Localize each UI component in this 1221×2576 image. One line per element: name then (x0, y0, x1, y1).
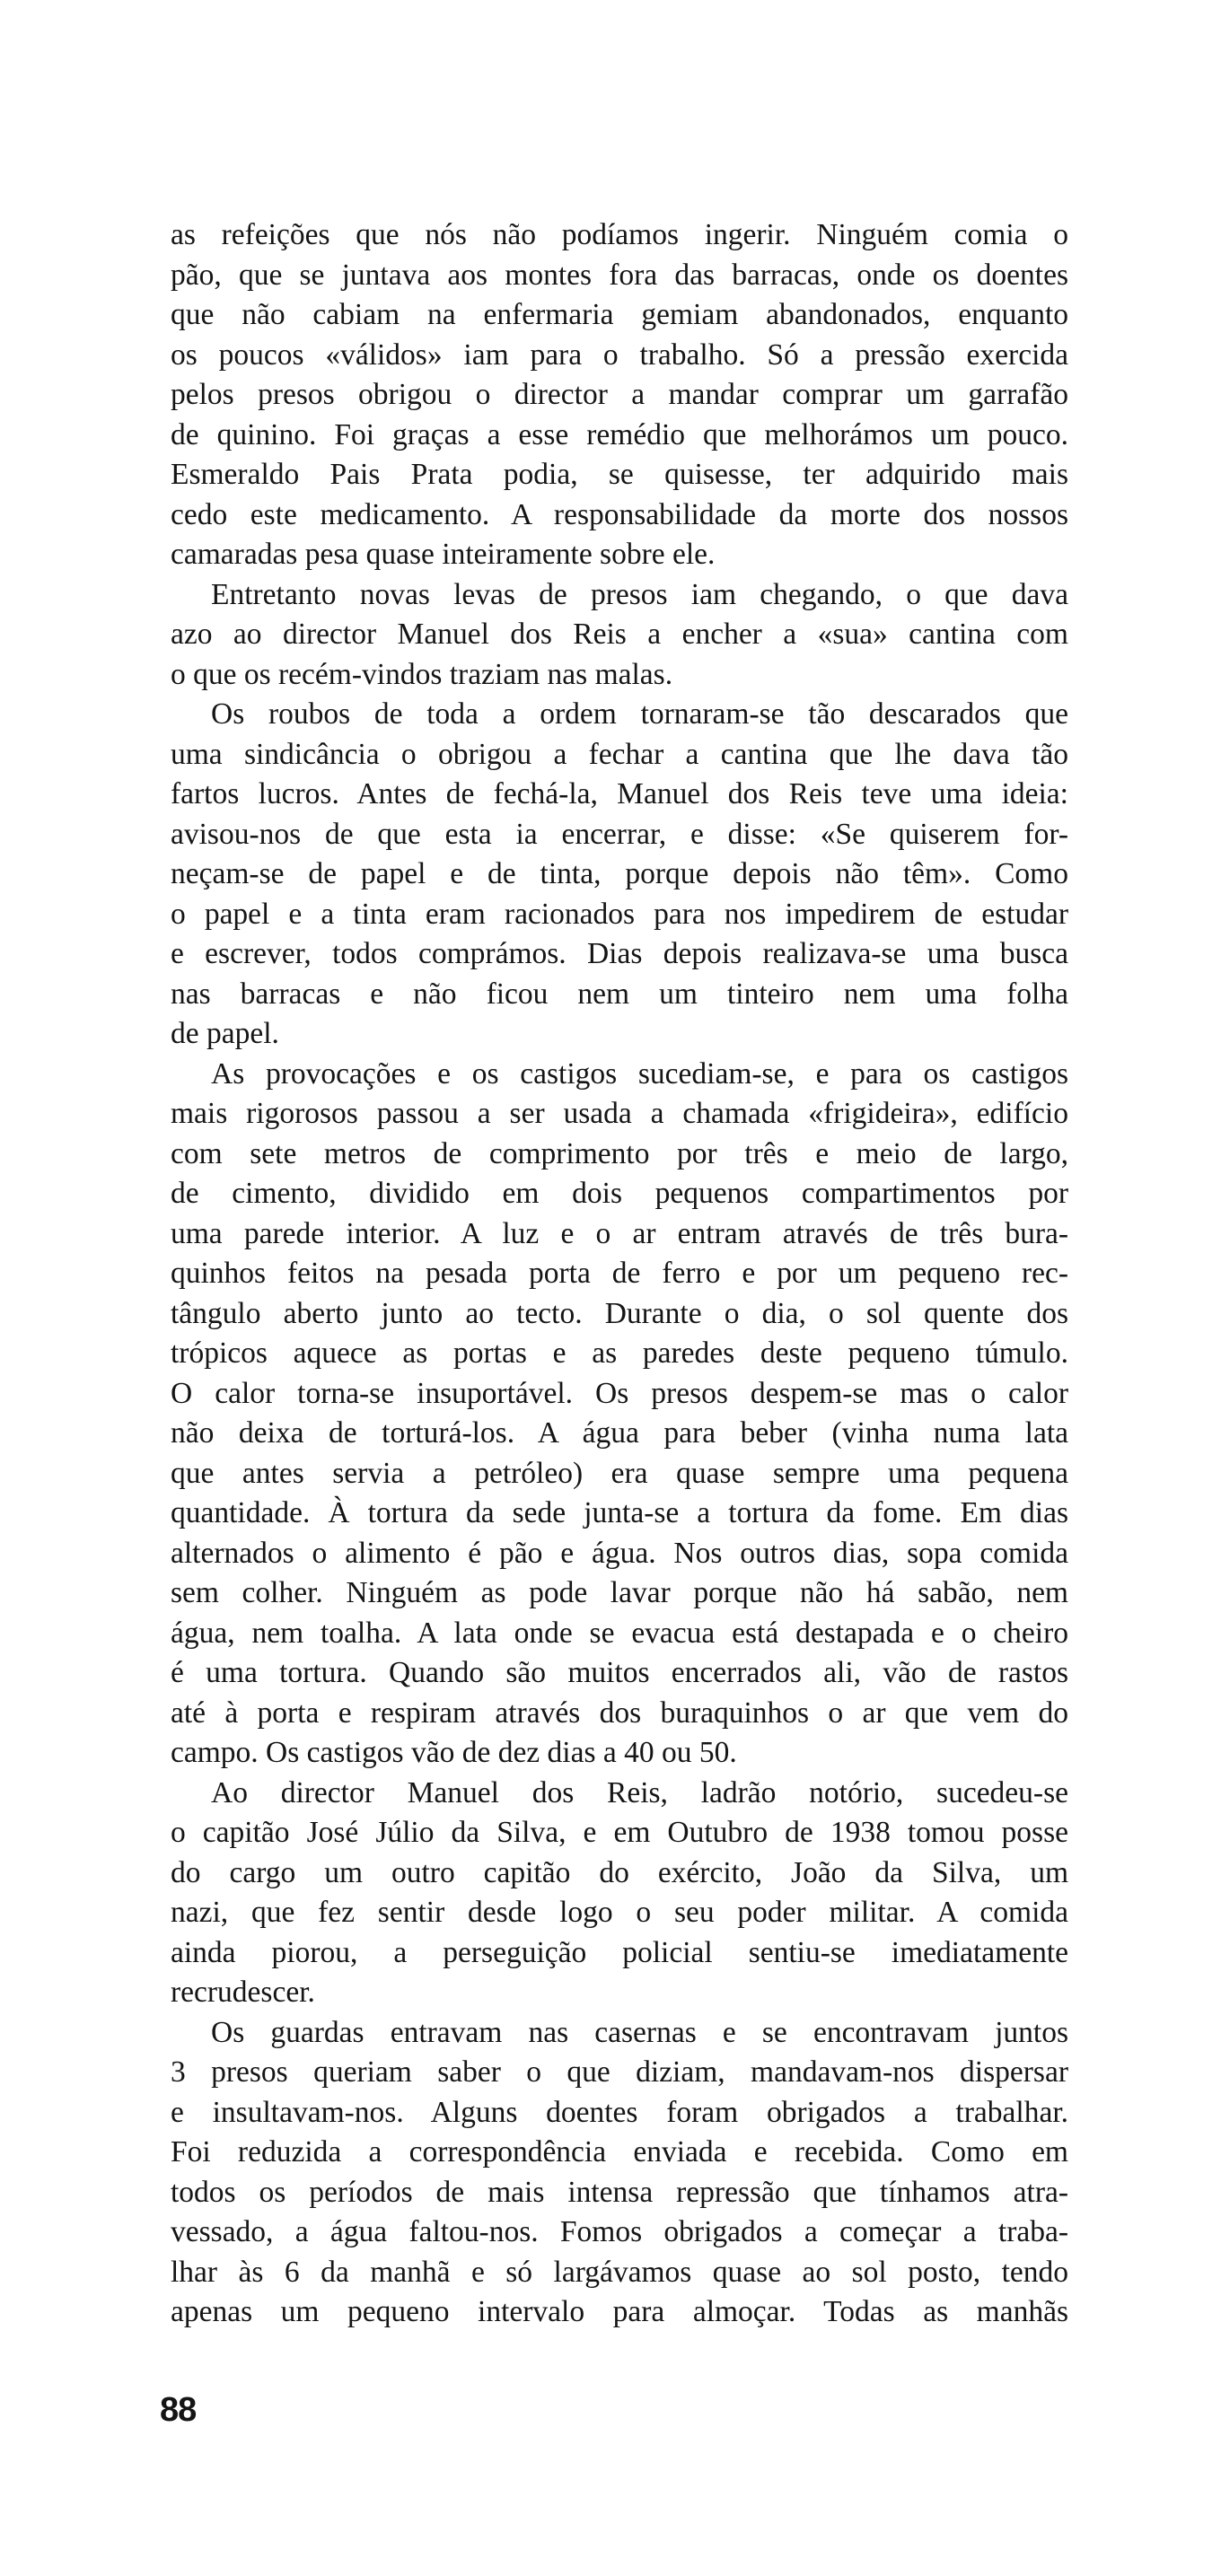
paragraph (171, 575, 1068, 696)
text-line: tângulo aberto junto ao tecto. Durante o dia, o sol quente dos (171, 1296, 1068, 1330)
page-body (171, 215, 1068, 2333)
text-line: até à porta e respiram através dos buraquinhos o ar que vem do (171, 1695, 1068, 1730)
text-line: uma parede interior. A luz e o ar entram através de três bura- (171, 1216, 1068, 1250)
text-line: de quinino. Foi graças a esse remédio que melhorámos um pouco. (171, 417, 1068, 451)
text-line: avisou-nos de que esta ia encerrar, e disse: «Se quiserem for- (171, 817, 1068, 851)
text-line: pão, que se juntava aos montes fora das barracas, onde os doentes (171, 258, 1068, 292)
text-line: 3 presos queriam saber o que diziam, mandavam-nos dispersar (171, 2055, 1068, 2089)
text-line: não deixa de torturá-los. A água para beber (vinha numa lata (171, 1416, 1068, 1450)
text-line: mais rigorosos passou a ser usada a chamada «frigideira», edifício (171, 1097, 1068, 1130)
text-line: recrudescer. (171, 1976, 315, 2009)
text-line: de cimento, dividido em dois pequenos compartimentos por (171, 1177, 1068, 1210)
text-line: sem colher. Ninguém as pode lavar porque não há sabão, nem (171, 1576, 1068, 1609)
text-line: As provocações e os castigos sucediam-se, e para os castigos (211, 1056, 1068, 1091)
text-line: que antes servia a petróleo) era quase sempre uma pequena (171, 1456, 1068, 1490)
text-line: Os roubos de toda a ordem tornaram-se tão descarados que (211, 697, 1068, 731)
text-line: as refeições que nós não podíamos ingerir. Ninguém comia o (171, 218, 1068, 251)
text-line: Entretanto novas levas de presos iam chegando, o que dava (211, 577, 1068, 611)
text-line: com sete metros de comprimento por três e meio de largo, (171, 1136, 1068, 1170)
text-line: cedo este medicamento. A responsabilidade da morte dos nossos (171, 497, 1068, 531)
text-line: o capitão José Júlio da Silva, e em Outubro de 1938 tomou posse (171, 1816, 1068, 1849)
text-line: neçam-se de papel e de tinta, porque depois não têm». Como (171, 857, 1068, 890)
text-line: azo ao director Manuel dos Reis a encher a «sua» cantina com (171, 618, 1068, 651)
text-line: vessado, a água faltou-nos. Fomos obrigados a começar a traba- (171, 2215, 1068, 2248)
text-line: Ao director Manuel dos Reis, ladrão notório, sucedeu-se (211, 1775, 1068, 1809)
text-line: lhar às 6 da manhã e só largávamos quase ao sol posto, tendo (171, 2255, 1068, 2289)
paragraph (171, 695, 1068, 1055)
paragraph (171, 2013, 1068, 2333)
text-line: todos os períodos de mais intensa repressão que tínhamos atra- (171, 2175, 1068, 2209)
paragraph (171, 215, 1068, 575)
text-line: que não cabiam na enfermaria gemiam abandonados, enquanto (171, 298, 1068, 331)
text-line: de papel. (171, 1017, 279, 1050)
text-line: campo. Os castigos vão de dez dias a 40 ou 50. (171, 1736, 737, 1769)
text-line: quantidade. À tortura da sede junta-se a tortura da fome. Em dias (171, 1496, 1068, 1529)
text-line: ainda piorou, a perseguição policial sentiu-se imediatamente (171, 1935, 1068, 1969)
text-line: o que os recém-vindos traziam nas malas. (171, 657, 673, 691)
paragraph (171, 1774, 1068, 2013)
text-line: Foi reduzida a correspondência enviada e recebida. Como em (171, 2135, 1068, 2169)
text-line: alternados o alimento é pão e água. Nos outros dias, sopa comida (171, 1536, 1068, 1570)
text-line: uma sindicância o obrigou a fechar a cantina que lhe dava tão (171, 737, 1068, 771)
text-line: água, nem toalha. A lata onde se evacua está destapada e o cheiro (171, 1616, 1068, 1650)
text-line: o papel e a tinta eram racionados para nos impedirem de estudar (171, 897, 1068, 931)
text-line: do cargo um outro capitão do exército, João da Silva, um (171, 1855, 1068, 1889)
paragraph (171, 1055, 1068, 1774)
text-line: fartos lucros. Antes de fechá-la, Manuel dos Reis teve uma ideia: (171, 777, 1068, 810)
text-line: pelos presos obrigou o director a mandar comprar um garrafão (171, 378, 1068, 411)
text-line: apenas um pequeno intervalo para almoçar. Todas as manhãs (171, 2295, 1068, 2328)
text-line: é uma tortura. Quando são muitos encerrados ali, vão de rastos (171, 1656, 1068, 1689)
text-line: Esmeraldo Pais Prata podia, se quisesse, ter adquirido mais (171, 458, 1068, 491)
text-line: os poucos «válidos» iam para o trabalho. Só a pressão exercida (171, 337, 1068, 372)
text-line: quinhos feitos na pesada porta de ferro e por um pequeno rec- (171, 1257, 1068, 1290)
text-line: Os guardas entravam nas casernas e se encontravam juntos (211, 2015, 1068, 2049)
text-line: camaradas pesa quase inteiramente sobre ele. (171, 538, 716, 571)
page-number: 88 (160, 2391, 197, 2429)
text-line: trópicos aquece as portas e as paredes deste pequeno túmulo. (171, 1336, 1068, 1370)
text-line: nas barracas e não ficou nem um tinteiro nem uma folha (171, 977, 1068, 1011)
text-line: e insultavam-nos. Alguns doentes foram obrigados a trabalhar. (171, 2095, 1068, 2129)
text-line: O calor torna-se insuportável. Os presos despem-se mas o calor (171, 1376, 1068, 1410)
text-line: nazi, que fez sentir desde logo o seu poder militar. A comida (171, 1896, 1068, 1929)
text-line: e escrever, todos comprámos. Dias depois realizava-se uma busca (171, 937, 1068, 970)
